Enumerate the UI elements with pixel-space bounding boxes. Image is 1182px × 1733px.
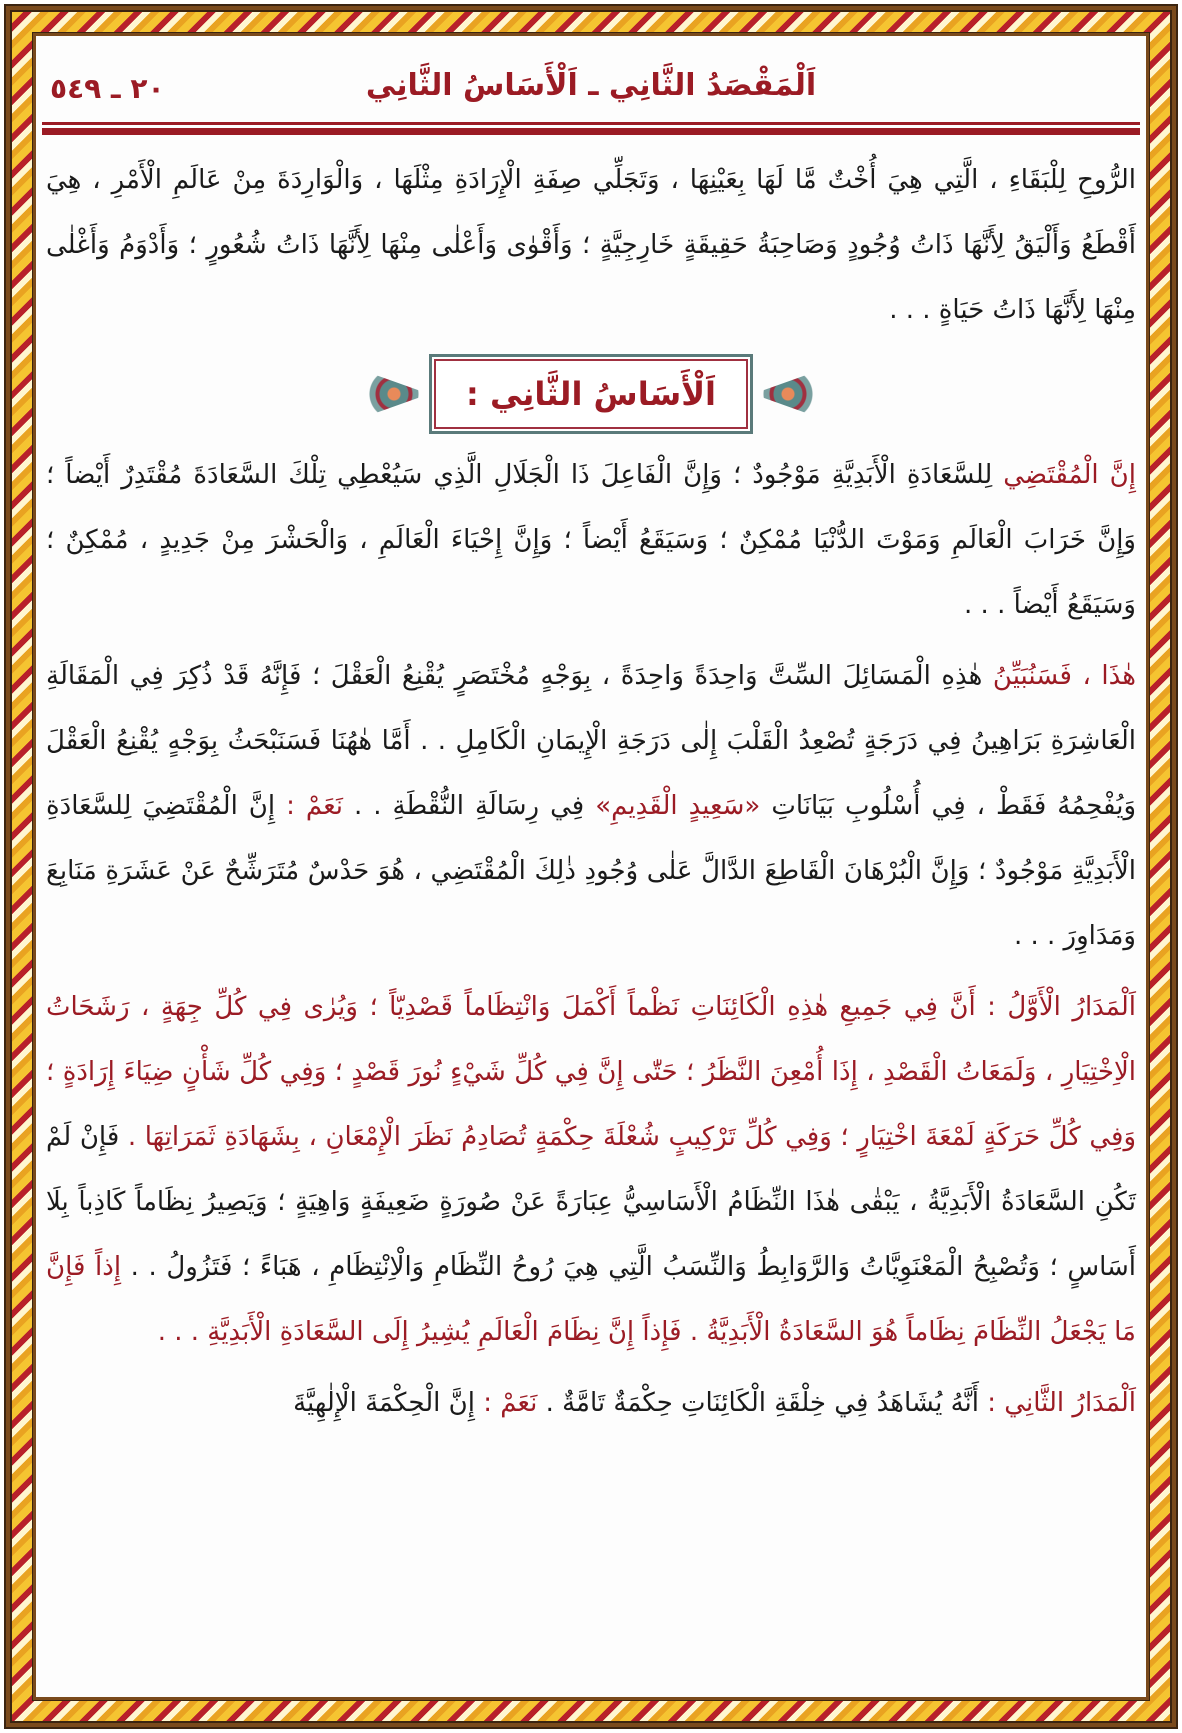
page-header xyxy=(42,60,1140,120)
highlighted-text: إِذاً فَإِنَّ مَا يَجْعَلُ النِّظَامَ نِظَاماً هُوَ السَّعَادَةُ الْأَبَدِيَّةُ . فَإِذاً إِنَّ نِظَامَ الْعَالَمِ يُشِيرُ إِلَى السَّعَادَةِ الْأَبَدِيَّةِ . . . xyxy=(46,1252,1136,1347)
text-segment: إِنَّ الْمُقْتَضِيَ لِلسَّعَادَةِ الْأَبَدِيَّةِ مَوْجُودٌ ؛ وَإِنَّ الْبُرْهَانَ الْقَاطِعَ الدَّالَّ عَلٰى وُجُودِ ذٰلِكَ الْمُقْتَضِي ، هُوَ حَدْسٌ مُتَرَشِّحٌ عَنْ عَشَرَةِ مَنَابِعَ وَمَدَاوِرَ . . . xyxy=(46,791,1136,951)
running-title: اَلْمَقْصَدُ الثَّانِي ـ اَلْأَسَاسُ الثَّانِي xyxy=(365,68,817,103)
highlighted-text: هٰذَا ، فَسَنُبَيِّنُ xyxy=(992,661,1136,691)
section-heading-box xyxy=(46,349,1136,439)
highlighted-text: نَعَمْ : xyxy=(483,1388,538,1418)
highlighted-text: نَعَمْ : xyxy=(286,791,343,821)
text-segment: إِنَّ الْحِكْمَةَ الْإِلٰهِيَّةَ xyxy=(293,1388,484,1418)
text-segment: فِي رِسَالَةِ النُّقْطَةِ . . xyxy=(342,791,596,821)
paragraph xyxy=(46,148,1136,343)
header-rule-thick xyxy=(42,128,1140,135)
highlighted-text: اَلْمَدَارُ الثَّانِي : xyxy=(987,1388,1136,1418)
highlighted-text: «سَعِيدٍ الْقَدِيمِ» xyxy=(595,791,761,821)
text-segment: فَإِنْ لَمْ تَكُنِ السَّعَادَةُ الْأَبَدِيَّةُ ، يَبْقٰى هٰذَا النِّظَامُ الْأَسَاسِيُّ عِبَارَةً عَنْ صُورَةٍ ضَعِيفَةٍ وَاهِيَةٍ ؛ وَيَصِيرُ نِظَاماً كَاذِباً بِلَا أَسَاسٍ ؛ وَتُصْبِحُ الْمَعْنَوِيَّاتُ وَالرَّوَابِطُ وَالنِّسَبُ الَّتِي هِيَ رُوحُ النِّظَامِ وَالْاِنْتِظَامِ ، هَبَاءً ؛ فَتَزُولُ . . xyxy=(46,1122,1137,1282)
text-segment: الرُّوحِ لِلْبَقَاءِ ، الَّتِي هِيَ أُخْتٌ مَّا لَهَا بِعَيْنِهَا ، وَتَجَلِّي صِفَةِ الْإِرَادَةِ مِثْلَهَا ، وَالْوَارِدَةَ مِنْ عَالَمِ الْأَمْرِ ، هِيَ أَقْطَعُ وَأَلْيَقُ لِأَنَّهَا ذَاتُ وُجُودٍ وَصَاحِبَةُ حَقِيقَةٍ خَارِجِيَّةٍ ؛ وَأَقْوٰى وَأَعْلٰى مِنْهَا لِأَنَّهَا ذَاتُ شُعُورٍ ؛ وَأَدْوَمُ وَأَغْلٰى مِنْهَا لِأَنَّهَا ذَاتُ حَيَاةٍ . . . xyxy=(46,165,1136,325)
ornament-right-icon xyxy=(359,369,429,419)
paragraph xyxy=(46,644,1136,969)
text-segment: هٰذِهِ الْمَسَائِلَ السِّتَّ وَاحِدَةً وَاحِدَةً ، بِوَجْهٍ مُخْتَصَرٍ يُقْنِعُ الْعَقْلَ ؛ فَإِنَّهُ قَدْ ذُكِرَ فِي الْمَقَالَةِ الْعَاشِرَةِ بَرَاهِينُ فِي دَرَجَةٍ تُصْعِدُ الْقَلْبَ إِلٰى دَرَجَةِ الْإِيمَانِ الْكَامِلِ . . أَمَّا هٰهُنَا فَسَنَبْحَثُ بِوَجْهٍ يُقْنِعُ الْعَقْلَ وَيُفْحِمُهُ فَقَطْ ، فِي أُسْلُوبِ بَيَانَاتِ xyxy=(46,661,1137,821)
paragraph xyxy=(46,443,1136,638)
page-number: ٢٠ ـ ٥٤٩ xyxy=(50,72,165,105)
text-segment: أَنَّهُ يُشَاهَدُ فِي خِلْقَةِ الْكَائِنَاتِ حِكْمَةٌ تَامَّةٌ . xyxy=(537,1388,988,1418)
paragraph xyxy=(46,1371,1136,1436)
highlighted-text: اَلْمَدَارُ الْأَوَّلُ : أَنَّ فِي جَمِيعِ هٰذِهِ الْكَائِنَاتِ نَظْماً أَكْمَلَ وَانْتِظَاماً قَصْدِيّاً ؛ وَيُرٰى فِي كُلِّ جِهَةٍ ، رَشَحَاتُ الْاِخْتِيَارِ ، وَلَمَعَاتُ الْقَصْدِ ، إِذَا أُمْعِنَ النَّظَرُ ؛ حَتّٰى إِنَّ فِي كُلِّ شَيْءٍ نُورَ قَصْدٍ ؛ وَفِي كُلِّ شَأْنٍ ضِيَاءَ إِرَادَةٍ ؛ وَفِي كُلِّ حَرَكَةٍ لَمْعَةَ اخْتِيَارٍ ؛ وَفِي كُلِّ تَرْكِيبٍ شُعْلَةَ حِكْمَةٍ تُصَادِمُ نَظَرَ الْإِمْعَانِ ، بِشَهَادَةِ ثَمَرَاتِهَا . xyxy=(46,992,1136,1152)
paragraph xyxy=(46,975,1136,1365)
header-rule-thin xyxy=(42,122,1140,125)
ornament-left-icon xyxy=(753,369,823,419)
page-body xyxy=(46,148,1136,1442)
text-segment: لِلسَّعَادَةِ الْأَبَدِيَّةِ مَوْجُودٌ ؛ وَإِنَّ الْفَاعِلَ ذَا الْجَلَالِ الَّذِي سَيُعْطِي تِلْكَ السَّعَادَةَ مُقْتَدِرٌ أَيْضاً ؛ وَإِنَّ خَرَابَ الْعَالَمِ وَمَوْتَ الدُّنْيَا مُمْكِنٌ ؛ وَسَيَقَعُ أَيْضاً ؛ وَإِنَّ إِحْيَاءَ الْعَالَمِ ، وَالْحَشْرَ مِنْ جَدِيدٍ ، مُمْكِنٌ ؛ وَسَيَقَعُ أَيْضاً . . . xyxy=(46,460,1136,620)
highlighted-text: إِنَّ الْمُقْتَضِي xyxy=(1003,460,1136,490)
section-heading: اَلْأَسَاسُ الثَّانِي : xyxy=(429,354,753,434)
